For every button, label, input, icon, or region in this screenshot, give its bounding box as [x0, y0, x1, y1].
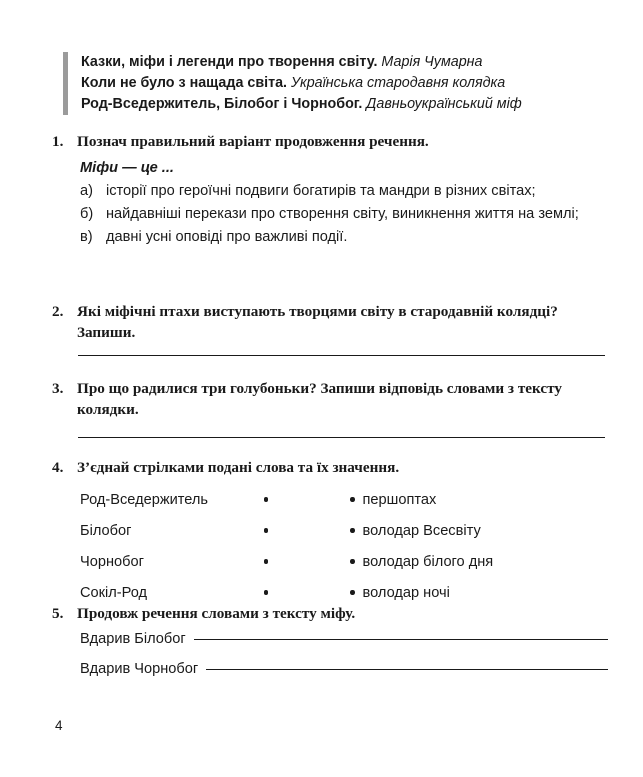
matching-right-item[interactable]	[350, 585, 450, 601]
question-1-lead-in: Міфи — це ...	[80, 160, 174, 176]
question-3-heading	[52, 378, 608, 420]
connector-dot-icon[interactable]	[264, 559, 269, 564]
matching-left-label: Сокіл-Род	[80, 584, 148, 601]
question-2-answer-line[interactable]	[78, 355, 605, 356]
header-line	[81, 94, 608, 115]
connector-dot-icon[interactable]	[350, 590, 355, 595]
option-c-text: давні усні оповіді про важливі події.	[106, 229, 348, 245]
matching-left-label: Род-Вседержитель	[80, 491, 209, 508]
fill-label: Вдарив Чорнобог	[80, 661, 199, 677]
question-3-text: Про що радилися три голубоньки? Запиши відповідь словами з тексту колядки.	[77, 380, 563, 418]
matching-row	[80, 546, 608, 577]
question-4-number: 4.	[52, 459, 64, 476]
matching-left-item[interactable]	[80, 523, 268, 539]
matching-right-item[interactable]	[350, 492, 436, 508]
question-3-answer-line[interactable]	[78, 437, 605, 438]
matching-right-item[interactable]	[350, 523, 481, 539]
question-3	[52, 378, 608, 420]
matching-right-item[interactable]	[350, 554, 493, 570]
connector-dot-icon[interactable]	[350, 528, 355, 533]
header-source: Давньоукраїнський міф	[366, 96, 522, 112]
fill-answer-line[interactable]	[206, 669, 608, 670]
matching-right-label: володар ночі	[362, 584, 450, 601]
option-c-marker: в)	[80, 229, 93, 245]
matching-row	[80, 484, 608, 515]
question-5	[52, 603, 608, 691]
fill-label: Вдарив Білобог	[80, 631, 186, 647]
option-a[interactable]	[80, 180, 608, 203]
matching-left-item[interactable]	[80, 492, 268, 508]
question-3-number: 3.	[52, 380, 64, 397]
question-4-text: З’єднай стрілками подані слова та їх значення.	[77, 459, 400, 476]
question-4-heading	[52, 457, 608, 478]
fill-row	[80, 631, 608, 661]
header-source: Марія Чумарна	[381, 54, 483, 70]
question-5-fills	[80, 631, 608, 691]
option-b-marker: б)	[80, 206, 94, 222]
question-1-number: 1.	[52, 133, 64, 150]
matching-exercise	[80, 484, 608, 608]
connector-dot-icon[interactable]	[264, 497, 269, 502]
connector-dot-icon[interactable]	[350, 497, 355, 502]
fill-answer-line[interactable]	[194, 639, 608, 640]
question-2-heading	[52, 301, 608, 343]
question-5-text: Продовж речення словами з тексту міфу.	[77, 605, 356, 622]
question-1-heading	[52, 131, 608, 152]
connector-dot-icon[interactable]	[264, 590, 269, 595]
header-title: Род-Вседержитель, Білобог і Чорнобог.	[81, 96, 363, 112]
worksheet-header	[63, 52, 608, 115]
header-title: Коли не було з нащада світа.	[81, 75, 287, 91]
question-5-heading	[52, 603, 608, 624]
header-source: Українська стародавня колядка	[290, 75, 506, 91]
question-1	[52, 131, 608, 249]
option-c[interactable]	[80, 226, 608, 249]
header-accent-bar	[63, 52, 68, 115]
option-a-marker: а)	[80, 183, 93, 199]
connector-dot-icon[interactable]	[350, 559, 355, 564]
question-2-number: 2.	[52, 303, 64, 320]
matching-right-label: володар Всесвіту	[362, 522, 481, 539]
matching-right-label: першоптах	[362, 491, 437, 508]
option-a-text: історії про героїчні подвиги богатирів та мандри в різних світах;	[106, 183, 536, 199]
matching-right-label: володар білого дня	[362, 553, 494, 570]
question-4	[52, 457, 608, 608]
question-2-text: Які міфічні птахи виступають творцями світу в стародавній колядці? Запиши.	[77, 303, 558, 341]
option-b-text: найдавніші перекази про створення світу, виникнення життя на землі;	[106, 206, 579, 222]
matching-left-item[interactable]	[80, 585, 268, 601]
matching-left-label: Чорнобог	[80, 553, 144, 570]
question-5-number: 5.	[52, 605, 64, 622]
header-text-block	[81, 52, 608, 115]
question-1-options	[80, 180, 608, 249]
fill-row	[80, 661, 608, 691]
option-b[interactable]	[80, 203, 608, 226]
header-line	[81, 52, 608, 73]
header-line	[81, 73, 608, 94]
matching-row	[80, 515, 608, 546]
matching-left-label: Білобог	[80, 522, 132, 539]
connector-dot-icon[interactable]	[264, 528, 269, 533]
header-title: Казки, міфи і легенди про творення світу.	[81, 54, 378, 70]
question-1-text: Познач правильний варіант продовження речення.	[77, 133, 429, 150]
matching-left-item[interactable]	[80, 554, 268, 570]
question-2	[52, 301, 608, 343]
page-number: 4	[55, 718, 63, 733]
